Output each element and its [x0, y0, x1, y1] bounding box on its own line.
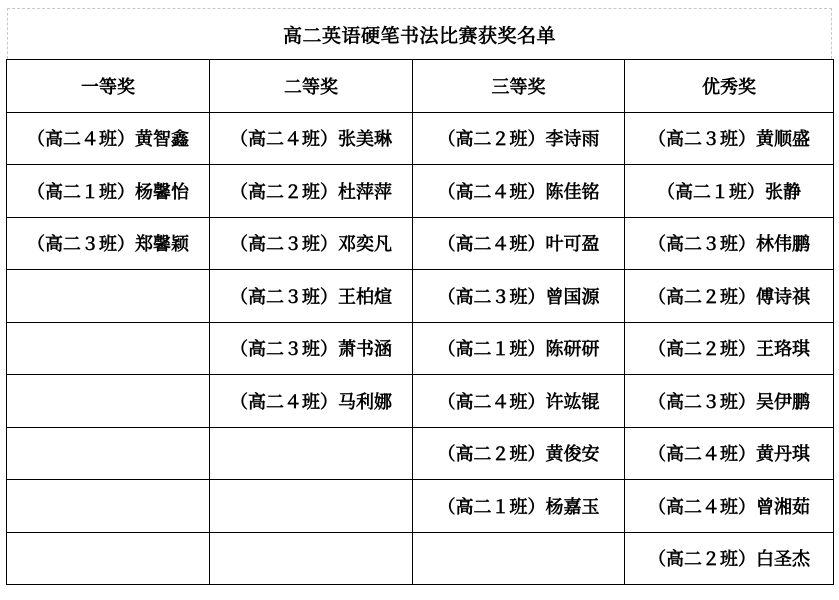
table-cell: （高二３班）林伟鹏: [625, 217, 834, 270]
table-cell: （高二２班）王珞琪: [625, 322, 834, 375]
award-table: [6, 59, 834, 585]
table-row: [7, 270, 834, 323]
table-cell: （高二４班）黄智鑫: [7, 112, 210, 165]
table-cell: （高二３班）曾国源: [413, 270, 625, 323]
table-cell-empty: [7, 322, 210, 375]
table-cell: （高二３班）王柏煊: [210, 270, 413, 323]
table-cell: （高二４班）张美琳: [210, 112, 413, 165]
table-cell: （高二４班）黄丹琪: [625, 427, 834, 480]
table-cell: （高二２班）黄俊安: [413, 427, 625, 480]
table-row: [7, 427, 834, 480]
column-header-first-prize: 一等奖: [7, 60, 210, 113]
table-cell: （高二４班）许竑锟: [413, 375, 625, 428]
column-header-excellence-prize: 优秀奖: [625, 60, 834, 113]
column-header-third-prize: 三等奖: [413, 60, 625, 113]
table-cell: （高二３班）吴伊鹏: [625, 375, 834, 428]
table-cell: （高二１班）杨馨怡: [7, 165, 210, 218]
column-header-second-prize: 二等奖: [210, 60, 413, 113]
table-cell-empty: [7, 375, 210, 428]
table-row: [7, 375, 834, 428]
table-row: [7, 532, 834, 585]
table-cell: （高二３班）黄顺盛: [625, 112, 834, 165]
table-cell: （高二２班）白圣杰: [625, 532, 834, 585]
table-cell-empty: [210, 480, 413, 533]
table-cell: （高二３班）郑馨颖: [7, 217, 210, 270]
table-cell: （高二４班）曾湘茹: [625, 480, 834, 533]
table-cell: （高二３班）萧书涵: [210, 322, 413, 375]
table-cell: （高二４班）马利娜: [210, 375, 413, 428]
table-cell-empty: [7, 270, 210, 323]
table-cell-empty: [210, 427, 413, 480]
table-cell: （高二２班）杜萍萍: [210, 165, 413, 218]
table-cell: （高二２班）傅诗祺: [625, 270, 834, 323]
table-cell-empty: [413, 532, 625, 585]
table-cell-empty: [7, 480, 210, 533]
table-cell: （高二１班）陈研研: [413, 322, 625, 375]
table-row: [7, 322, 834, 375]
table-cell-empty: [7, 427, 210, 480]
table-row: [7, 217, 834, 270]
table-cell: （高二４班）叶可盈: [413, 217, 625, 270]
table-cell-empty: [210, 532, 413, 585]
header-row: [7, 60, 834, 113]
table-cell-empty: [7, 532, 210, 585]
table-cell: （高二４班）陈佳铭: [413, 165, 625, 218]
sheet-title: 高二英语硬笔书法比赛获奖名单: [7, 8, 832, 59]
table-row: [7, 112, 834, 165]
table-cell: （高二３班）邓奕凡: [210, 217, 413, 270]
table-row: [7, 165, 834, 218]
table-cell: （高二１班）杨嘉玉: [413, 480, 625, 533]
table-cell: （高二１班）张静: [625, 165, 834, 218]
table-row: [7, 480, 834, 533]
table-cell: （高二２班）李诗雨: [413, 112, 625, 165]
